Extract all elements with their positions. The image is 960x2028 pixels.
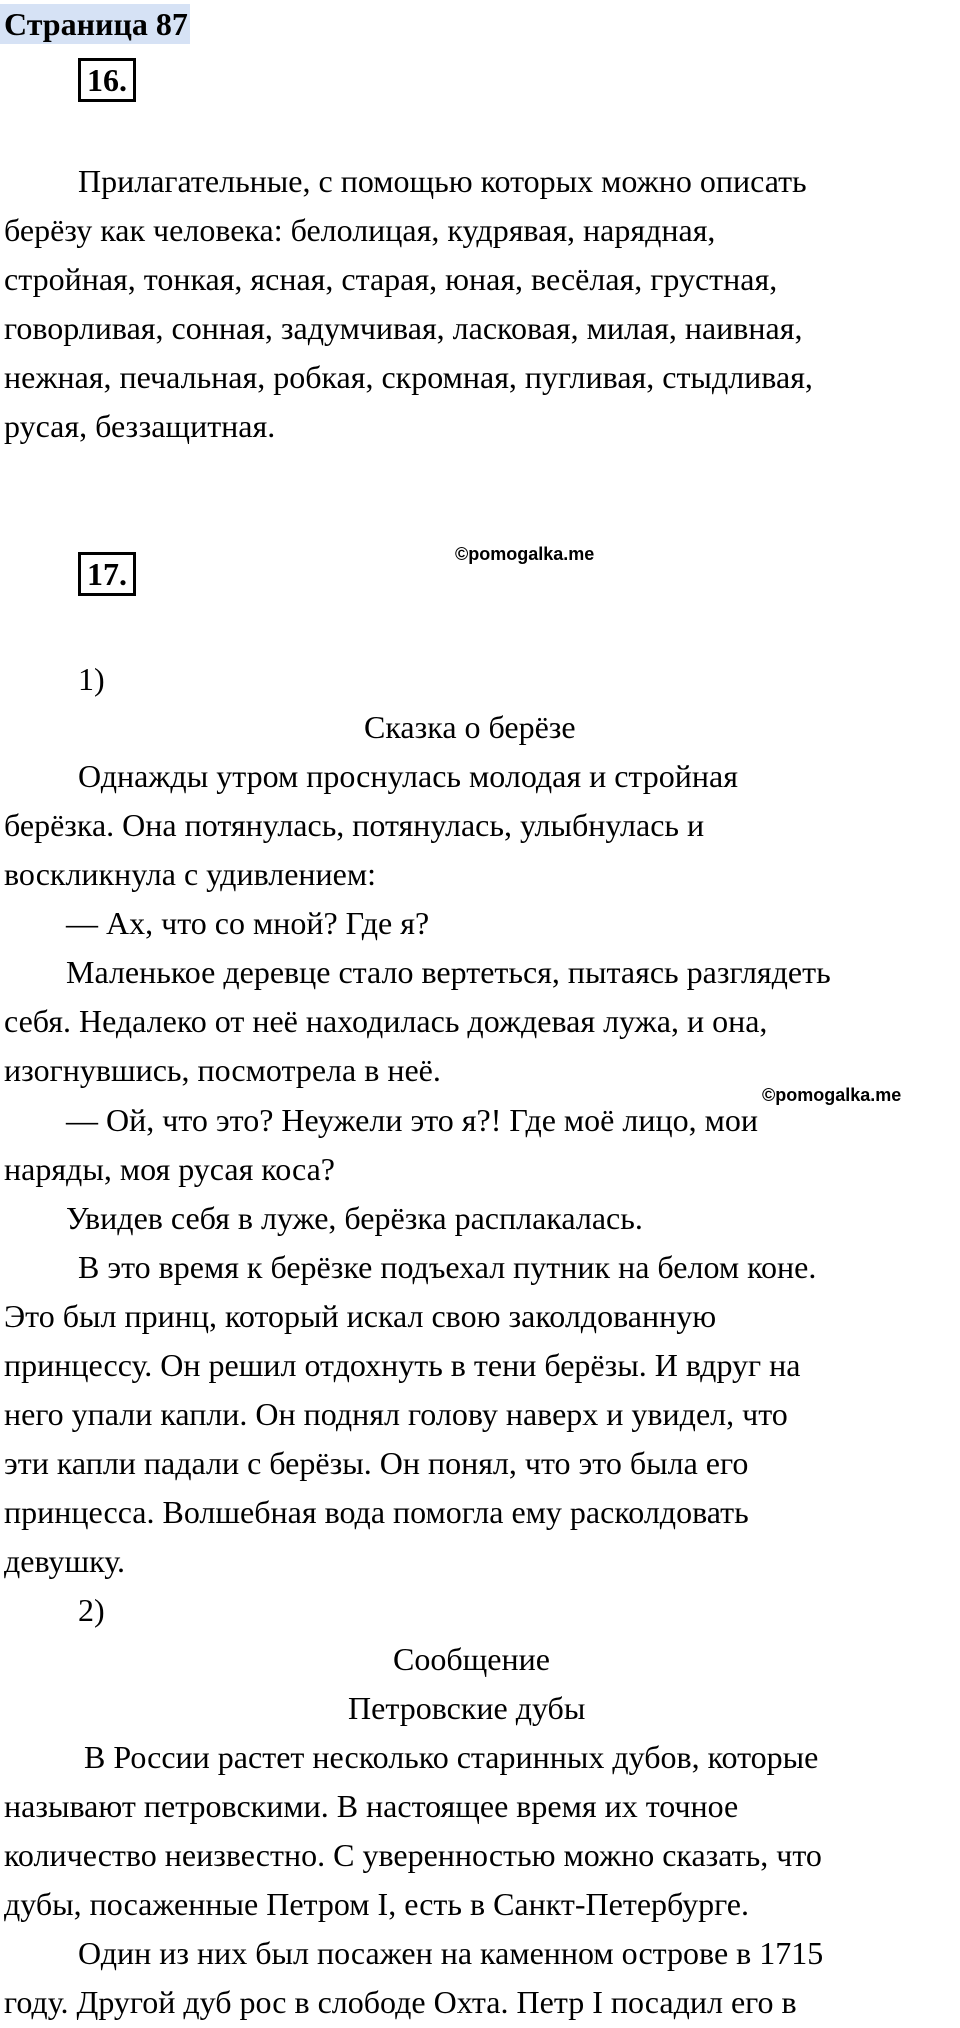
story-line: эти капли падали с берёзы. Он понял, что это была его [4, 1445, 749, 1481]
part1-label: 1) [78, 661, 105, 697]
story-line: Увидев себя в луже, берёзка расплакалась. [66, 1200, 643, 1236]
report-line: году. Другой дуб рос в слободе Охта. Петр I посадил его в [4, 1984, 797, 2020]
task-number-16: 16. [78, 58, 136, 102]
story-line: Это был принц, который искал свою заколдованную [4, 1298, 717, 1334]
story-line: Маленькое деревце стало вертеться, пытаясь разглядеть [66, 954, 831, 990]
story-line: В это время к берёзке подъехал путник на белом коне. [78, 1249, 817, 1285]
task-number-17: 17. [78, 552, 136, 596]
task-number-17-value: 17 [87, 556, 119, 592]
story-line: принцесса. Волшебная вода помогла ему расколдовать [4, 1494, 749, 1530]
part2-label: 2) [78, 1592, 105, 1628]
story-line: него упали капли. Он поднял голову наверх и увидел, что [4, 1396, 788, 1432]
report-line: В России растет несколько старинных дубов, которые [84, 1739, 819, 1775]
task16-line: берёзу как человека: белолицая, кудрявая, нарядная, [4, 212, 716, 248]
task16-line: нежная, печальная, робкая, скромная, пугливая, стыдливая, [4, 359, 813, 395]
story-line: изогнувшись, посмотрела в неё. [4, 1052, 441, 1088]
story-line: Однажды утром проснулась молодая и стройная [78, 758, 738, 794]
report-line: называют петровскими. В настоящее время их точное [4, 1788, 739, 1824]
report-line: дубы, посаженные Петром I, есть в Санкт-Петербурге. [4, 1886, 749, 1922]
watermark: ©pomogalka.me [762, 1085, 902, 1105]
story-line: девушку. [4, 1543, 126, 1579]
report-line: Один из них был посажен на каменном острове в 1715 [78, 1935, 824, 1971]
task16-line: Прилагательные, с помощью которых можно описать [78, 163, 807, 199]
task-number-16-value: 16 [87, 62, 119, 98]
story-line: наряды, моя русая коса? [4, 1151, 335, 1187]
watermark: ©pomogalka.me [455, 544, 595, 564]
report-title: Петровские дубы [348, 1690, 586, 1726]
story-line: себя. Недалеко от неё находилась дождевая лужа, и она, [4, 1003, 768, 1039]
story-line: принцессу. Он решил отдохнуть в тени берёзы. И вдруг на [4, 1347, 801, 1383]
story-line: — Ах, что со мной? Где я? [66, 905, 430, 941]
task16-line: стройная, тонкая, ясная, старая, юная, весёлая, грустная, [4, 261, 778, 297]
story-line: берёзка. Она потянулась, потянулась, улыбнулась и [4, 807, 705, 843]
story-line: воскликнула с удивлением: [4, 856, 377, 892]
report-line: количество неизвестно. С уверенностью можно сказать, что [4, 1837, 822, 1873]
task16-line: говорливая, сонная, задумчивая, ласковая, милая, наивная, [4, 310, 803, 346]
task16-line: русая, беззащитная. [4, 408, 276, 444]
report-heading: Сообщение [393, 1641, 550, 1677]
story-line: — Ой, что это? Неужели это я?! Где моё лицо, мои [66, 1102, 758, 1138]
story-title: Сказка о берёзе [364, 709, 576, 745]
page-title: Страница 87 [0, 4, 190, 44]
